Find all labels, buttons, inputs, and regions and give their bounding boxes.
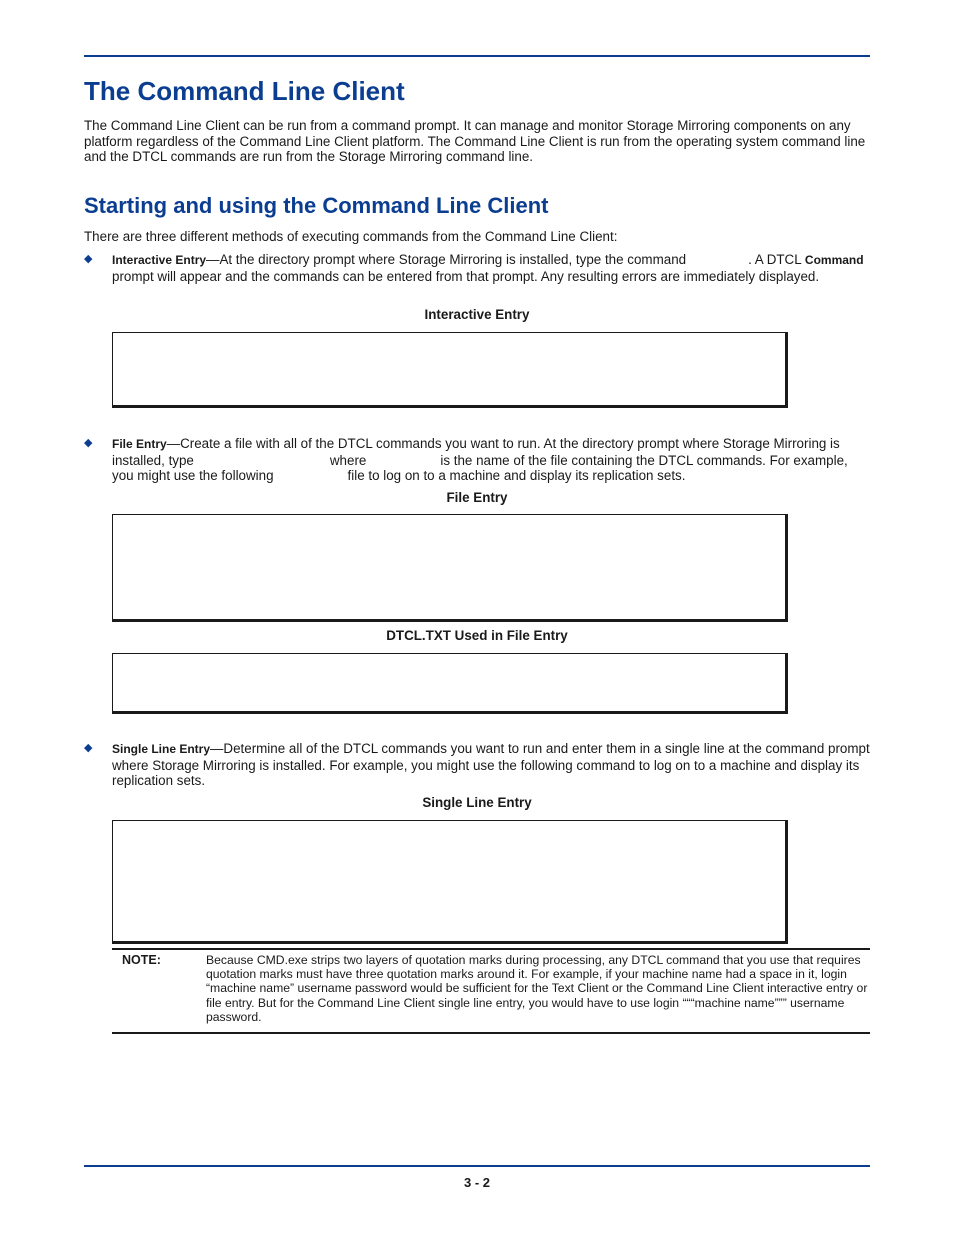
diamond-bullet-icon: ◆: [84, 742, 93, 754]
code-box-file-entry: [112, 514, 788, 622]
bullet-text: —Create a file with all of the DTCL commands you want to run. At the directory prompt where Storage Mirroring is installed, type: [112, 436, 840, 468]
code-box-dtcl-txt: [112, 653, 788, 714]
note-text: Because CMD.exe strips two layers of quotation marks during processing, any DTCL command that you use that requires quotation marks must have three quotation marks around it. For example, if your machine name had a space in it, login “machine name” username password would be sufficient for the Text Client or the Command Line Client interactive entry or file entry. But for the Command Line Client single line entry, you would have to use login “““machine name””” username password.: [206, 953, 868, 1024]
bullet-text: —Determine all of the DTCL commands you want to run and enter them in a single line at the command prompt where Storage Mirroring is installed. For example, you might use the following command to log on to a machine and display its replication sets.: [112, 741, 870, 789]
bullet-text: prompt will appear and the commands can be entered from that prompt. Any resulting errors are immediately displayed.: [112, 268, 820, 284]
lead-paragraph: There are three different methods of executing commands from the Command Line Client:: [84, 229, 618, 244]
bullet-text: where: [329, 452, 367, 468]
diamond-bullet-icon: ◆: [84, 253, 93, 265]
figure-caption: Single Line Entry: [422, 795, 532, 810]
note-label: NOTE:: [122, 953, 161, 967]
code-box-single-line-entry: [112, 820, 788, 944]
bullet-text: file to log on to a machine and display its replication sets.: [347, 468, 686, 484]
bullet-text: is the name of the file containing the DTCL commands. For example, you might use the following: [112, 452, 848, 484]
bullet-term: Interactive Entry: [112, 253, 207, 267]
page-title: The Command Line Client: [84, 76, 405, 106]
bullet-term: File Entry: [112, 437, 167, 451]
figure-caption: DTCL.TXT Used in File Entry: [386, 628, 568, 643]
bullet-interactive-entry: [84, 252, 870, 284]
bullet-file-entry: [84, 436, 870, 484]
intro-paragraph: The Command Line Client can be run from a command prompt. It can manage and monitor Storage Mirroring components on any platform regardless of the Command Line Client platform. The Command Line Client is run from the operating system command line and the DTCL commands are run from the Storage Mirroring command line.: [84, 118, 866, 165]
bullet-single-line-entry: [84, 741, 870, 789]
top-rule: [84, 55, 870, 57]
page-number: 3 - 2: [463, 1175, 490, 1190]
bullet-term: Single Line Entry: [112, 742, 211, 756]
bullet-term: Command: [804, 253, 864, 267]
diamond-bullet-icon: ◆: [84, 437, 93, 449]
figure-caption: Interactive Entry: [424, 307, 530, 322]
note-box: [112, 948, 870, 1034]
code-box-interactive-entry: [112, 332, 788, 408]
bullet-text: . A DTCL: [748, 252, 802, 267]
bottom-rule: [84, 1165, 870, 1167]
section-heading: Starting and using the Command Line Client: [84, 193, 549, 218]
figure-caption: File Entry: [446, 490, 508, 505]
bullet-text: —At the directory prompt where Storage Mirroring is installed, type the command: [206, 252, 687, 267]
